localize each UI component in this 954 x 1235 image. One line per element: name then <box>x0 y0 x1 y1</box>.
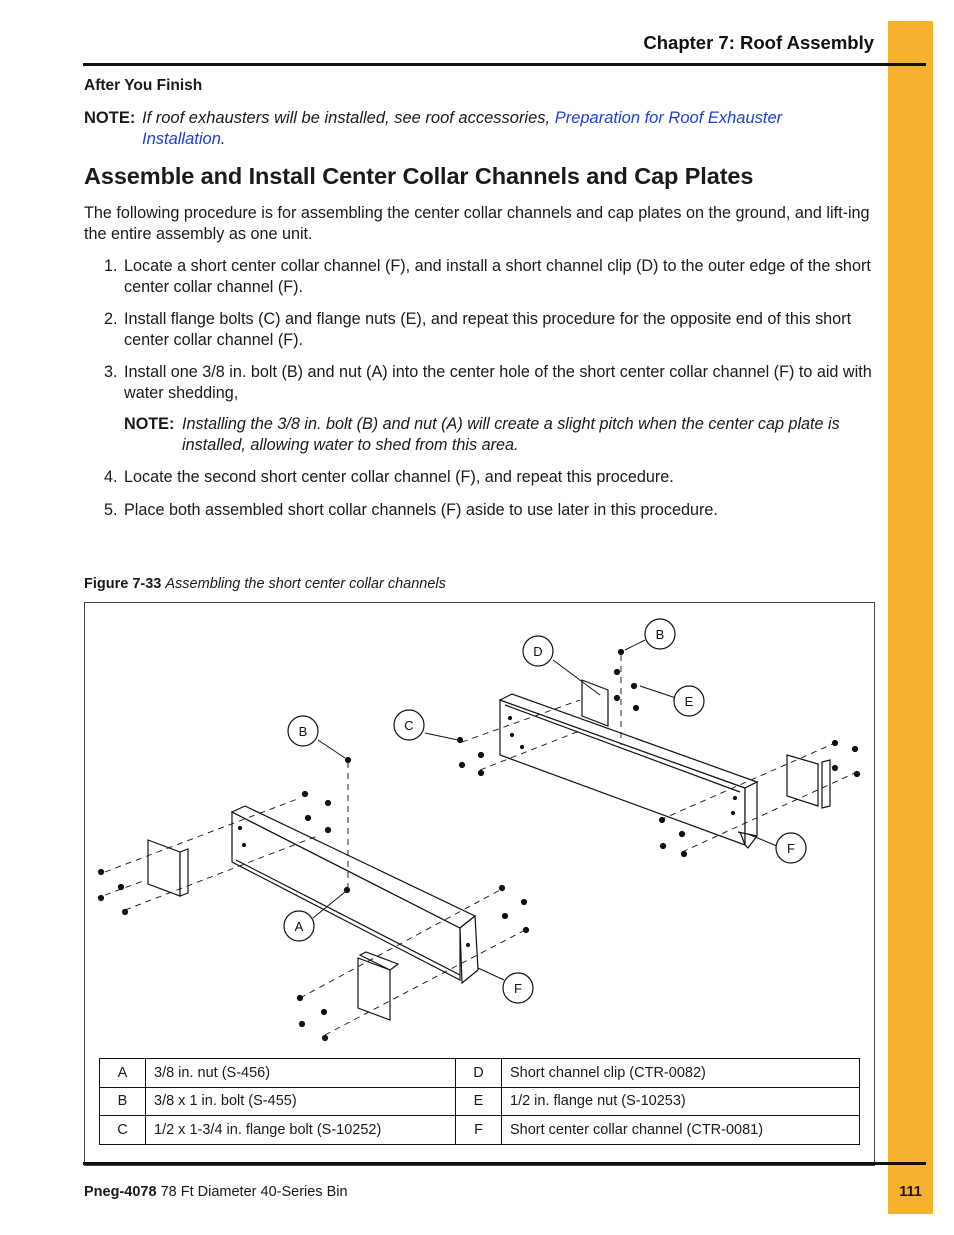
doc-number: Pneg-4078 <box>84 1184 157 1200</box>
table-row: B 3/8 x 1 in. bolt (S-455) E 1/2 in. flange nut (S-10253) <box>100 1087 860 1116</box>
note-text: If roof exhausters will be installed, see roof accessories, Preparation for Roof Exhauster Installation. <box>142 109 783 148</box>
section-title: Assemble and Install Center Collar Channels and Cap Plates <box>84 163 754 189</box>
chapter-title: Chapter 7: Roof Assembly <box>643 32 874 53</box>
step-3-note: NOTE: Installing the 3/8 in. bolt (B) and nut (A) will create a slight pitch when the center cap plate is installed, allowing water to shed from this area. <box>124 415 840 454</box>
after-finish-heading: After You Finish <box>84 77 203 94</box>
rear-collar-channel <box>500 694 757 848</box>
table-row: C 1/2 x 1-3/4 in. flange bolt (S-10252) F Short center collar channel (CTR-0081) <box>100 1116 860 1145</box>
page-number: 111 <box>899 1184 922 1200</box>
table-row: A 3/8 in. nut (S-456) D Short channel clip (CTR-0082) <box>100 1059 860 1088</box>
exhauster-prep-link[interactable]: Preparation for Roof Exhauster Installation <box>142 109 783 148</box>
step-3: 3. Install one 3/8 in. bolt (B) and nut (A) into the center hole of the short center collar channel (F) to aid with water shedding, <box>104 363 872 402</box>
step-4: 4. Locate the second short center collar channel (F), and repeat this procedure. <box>104 468 674 486</box>
callout-f: F <box>514 981 522 996</box>
callout-b: B <box>655 627 665 642</box>
step-2: 2. Install flange bolts (C) and flange nuts (E), and repeat this procedure for the opposite end of this short center collar channel (F). <box>104 310 852 349</box>
doc-title: 78 Ft Diameter 40-Series Bin <box>160 1184 348 1200</box>
section-intro: The following procedure is for assembling the center collar channels and cap plates on the ground, and lift-ing the entire assembly as one unit. <box>84 204 870 243</box>
callout-d: D <box>533 644 543 659</box>
step-5: 5. Place both assembled short collar channels (F) aside to use later in this procedure. <box>104 501 718 519</box>
callout-e: E <box>684 694 694 709</box>
front-collar-channel <box>232 806 478 983</box>
note-label: NOTE: <box>84 109 136 127</box>
step-1: 1. Locate a short center collar channel (F), and install a short channel clip (D) to the outer edge of the short center collar channel (F). <box>104 257 871 296</box>
callout-f: F <box>787 841 795 856</box>
callout-c: C <box>404 718 414 733</box>
parts-table <box>99 1058 860 1145</box>
figure-caption: Figure 7-33 Assembling the short center collar channels <box>84 576 446 592</box>
callout-a: A <box>294 919 304 934</box>
footer-rule <box>83 1162 926 1165</box>
callout-b: B <box>298 724 308 739</box>
footer-doc-info <box>84 1184 348 1200</box>
